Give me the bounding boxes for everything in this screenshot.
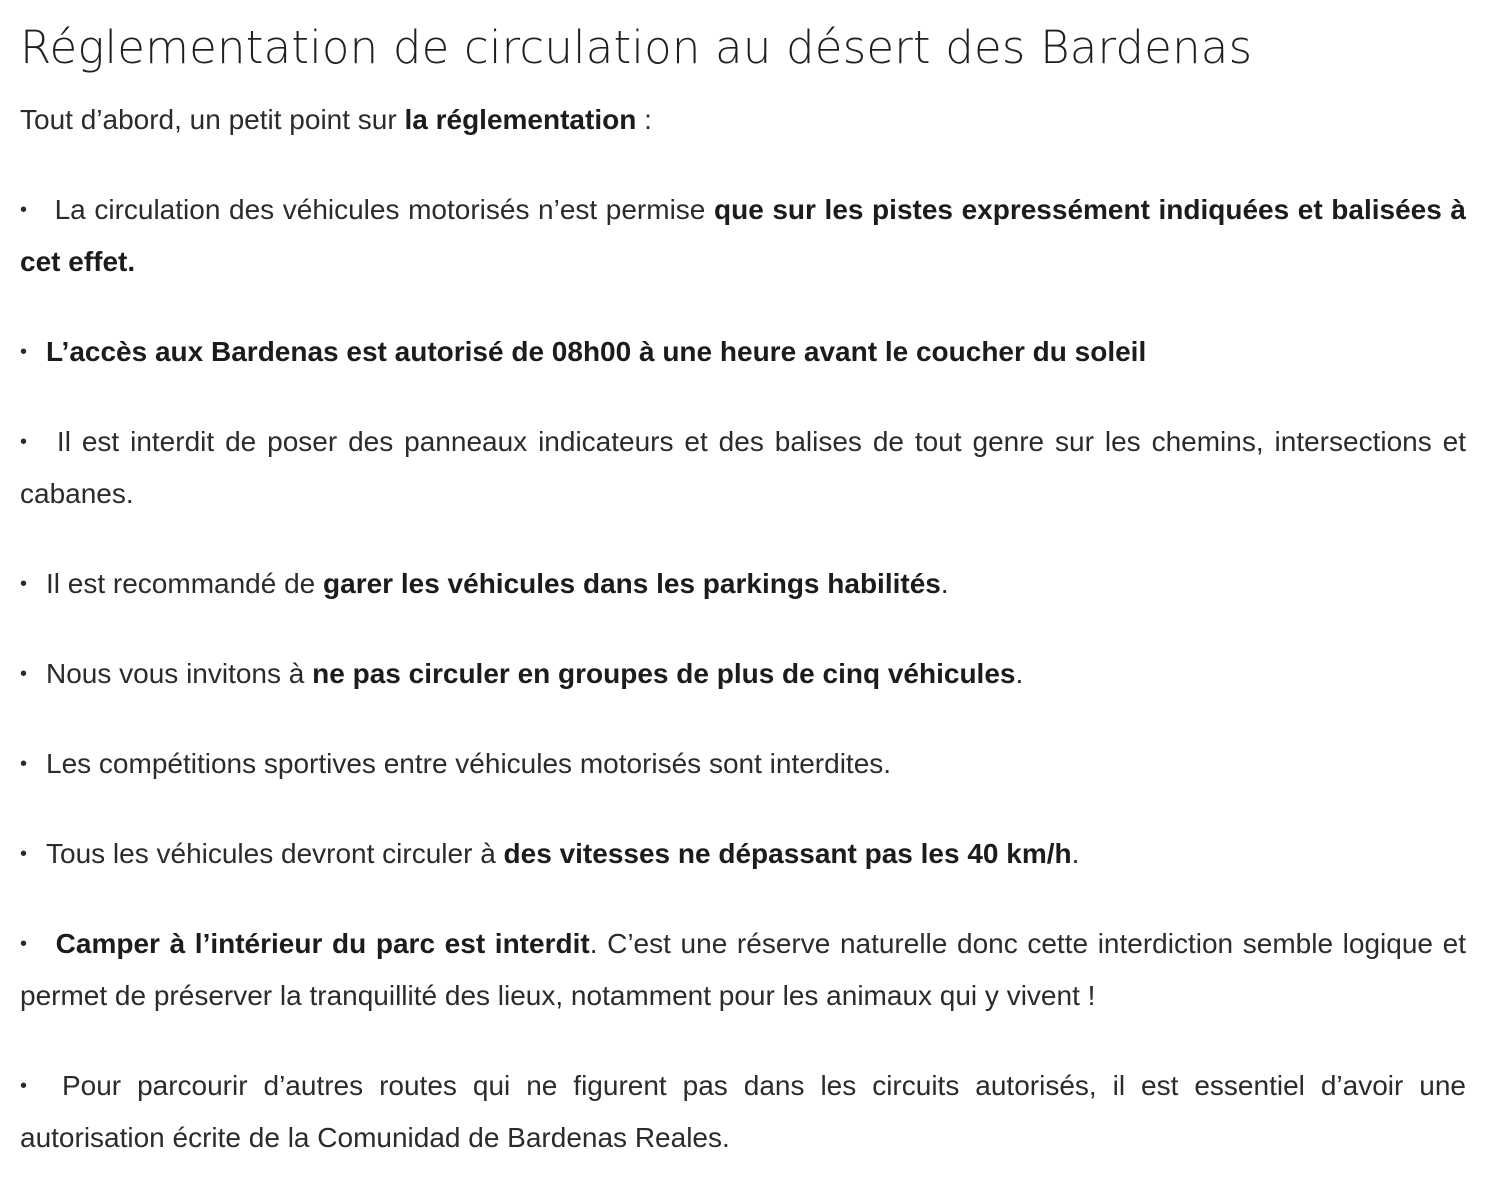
bullet-icon: • <box>20 573 28 595</box>
bullet-icon: • <box>20 933 28 955</box>
rule-text: . C’est une réserve naturelle donc cette interdiction semble logique et permet de préserver la tranquillité des lieux, notamment pour les animaux qui y vivent ! <box>20 928 1466 1011</box>
intro-paragraph <box>20 100 652 140</box>
rule-text: . <box>1015 658 1024 689</box>
bullet-icon: • <box>20 843 28 865</box>
rule-item <box>20 184 1466 288</box>
rule-text: . <box>1071 838 1080 869</box>
intro-bold: la réglementation <box>404 104 637 135</box>
rule-text <box>46 928 56 959</box>
rule-text: Il est interdit de poser des panneaux indicateurs et des balises de tout genre sur les chemins, intersections et cabanes. <box>20 426 1466 509</box>
bullet-icon: • <box>20 341 28 363</box>
rule-text: Pour parcourir d’autres routes qui ne figurent pas dans les circuits autorisés, il est essentiel d’avoir une autorisation écrite de la Comunidad de Bardenas Reales. <box>20 1070 1466 1153</box>
rule-bold-text: ne pas circuler en groupes de plus de cinq véhicules <box>312 658 1016 689</box>
intro-end: : <box>636 104 652 135</box>
rule-bold-text: Camper à l’intérieur du parc est interdit <box>55 928 590 959</box>
bullet-icon: • <box>20 431 28 453</box>
page-title: Réglementation de circulation au désert des Bardenas <box>20 21 1253 74</box>
rule-item <box>20 1060 1466 1164</box>
rule-text: Nous vous invitons à <box>46 658 313 689</box>
rule-text: Il est recommandé de <box>46 568 324 599</box>
rule-bold-text: des vitesses ne dépassant pas les 40 km/h <box>503 838 1072 869</box>
rule-text: Les compétitions sportives entre véhicules motorisés sont interdites. <box>46 748 892 779</box>
rule-text: . <box>940 568 949 599</box>
rule-item <box>20 828 1466 880</box>
rule-bold-text: garer les véhicules dans les parkings habilités <box>323 568 941 599</box>
rule-text: La circulation des véhicules motorisés n’est permise <box>46 194 714 225</box>
intro-text: Tout d’abord, un petit point sur <box>20 104 405 135</box>
bullet-icon: • <box>20 753 28 775</box>
rule-bold-text: que sur les pistes expressément indiquées et balisées à cet effet. <box>20 194 1466 277</box>
rule-bold-text: L’accès aux Bardenas est autorisé de 08h00 à une heure avant le coucher du soleil <box>46 336 1147 367</box>
bullet-icon: • <box>20 1075 28 1097</box>
rule-text: Tous les véhicules devront circuler à <box>46 838 504 869</box>
bullet-icon: • <box>20 663 28 685</box>
rule-item <box>20 326 1466 378</box>
bullet-icon: • <box>20 199 28 221</box>
rule-item <box>20 918 1466 1022</box>
rule-item <box>20 558 1466 610</box>
rule-item <box>20 416 1466 520</box>
rule-item <box>20 738 1466 790</box>
rule-item <box>20 648 1466 700</box>
